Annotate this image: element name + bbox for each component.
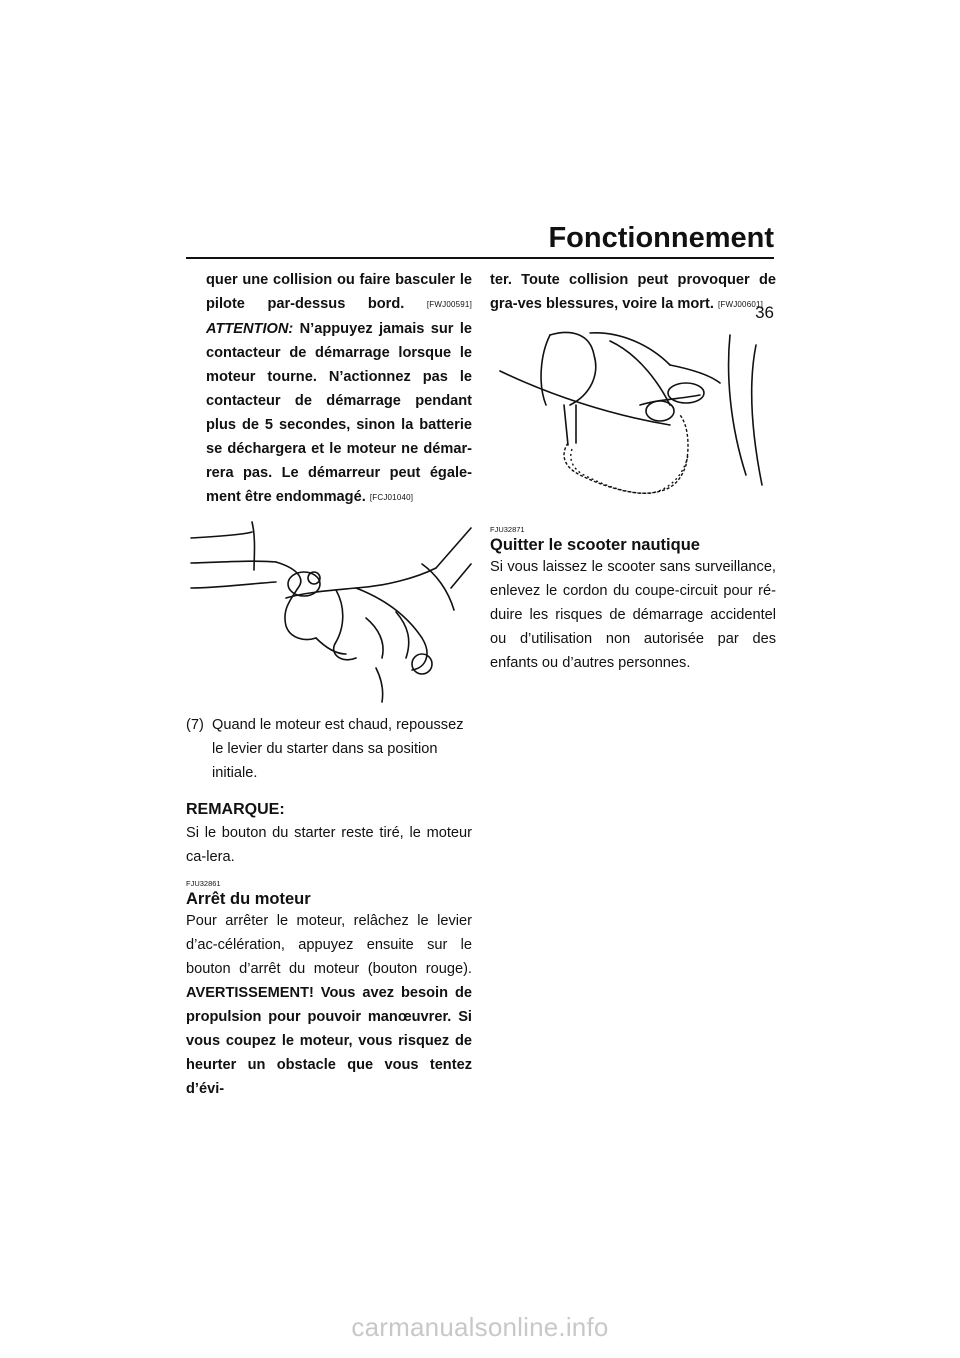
warning-continuation bbox=[186, 268, 472, 510]
step-number: (7) bbox=[186, 717, 204, 733]
section-title-engine-stop: Arrêt du moteur bbox=[186, 890, 311, 908]
warning-ref-code-right: [FWJ00601] bbox=[717, 300, 764, 309]
engine-stop-body: Pour arrêter le moteur, relâchez le levier d’ac-célération, appuyez ensuite sur le bouton d’arrêt du moteur (bouton rouge). bbox=[186, 913, 472, 977]
header-rule bbox=[186, 257, 774, 259]
warning-continuation-right bbox=[490, 268, 776, 317]
starter-switch-illustration bbox=[186, 518, 472, 703]
step-7 bbox=[186, 713, 472, 785]
attention-label: ATTENTION: bbox=[206, 321, 294, 337]
section-code-right: FJU32871 bbox=[490, 525, 525, 534]
right-column bbox=[490, 268, 776, 675]
attention-ref-code: [FCJ01040] bbox=[369, 493, 414, 502]
lanyard-illustration bbox=[490, 325, 776, 515]
page-title: Fonctionnement bbox=[548, 222, 774, 254]
watermark-logo: carmanualsonline.info bbox=[351, 1312, 609, 1342]
page-number: 36 bbox=[755, 303, 774, 322]
section-title-leaving: Quitter le scooter nautique bbox=[490, 536, 700, 554]
step-text: Quand le moteur est chaud, repoussez le levier du starter dans sa position initiale. bbox=[212, 717, 464, 781]
left-column bbox=[186, 268, 472, 1101]
attention-text: N’appuyez jamais sur le contacteur de démarrage lorsque le moteur tourne. N’actionnez pas le contacteur de démarrage pendant plus de 5 secondes, sinon la batterie se déchargera et le moteur ne démar-rera pas. Le démarreur peut égale-ment être endommagé. bbox=[206, 321, 472, 505]
warning-text: quer une collision ou faire basculer le pilote par-dessus bord. bbox=[206, 272, 472, 312]
section-code: FJU32861 bbox=[186, 879, 221, 888]
note-text: Si le bouton du starter reste tiré, le moteur ca-lera. bbox=[186, 825, 472, 865]
leaving-text: Si vous laissez le scooter sans surveillance, enlevez le cordon du coupe-circuit pour ré-duire les risques de démarrage accidentel ou d’utilisation non autorisée par des enfants ou d’autres personnes. bbox=[490, 559, 776, 671]
engine-stop-warning: AVERTISSEMENT! Vous avez besoin de propulsion pour pouvoir manœuvrer. Si vous coupez le moteur, vous risquez de heurter un obstacle que vous tentez d’évi- bbox=[186, 985, 472, 1097]
note-title: REMARQUE: bbox=[186, 801, 285, 818]
warning-ref-code: [FWJ00591] bbox=[426, 300, 472, 309]
warning-text-right: ter. Toute collision peut provoquer de gra-ves blessures, voire la mort. bbox=[490, 272, 776, 312]
engine-stop-text bbox=[186, 909, 472, 1101]
